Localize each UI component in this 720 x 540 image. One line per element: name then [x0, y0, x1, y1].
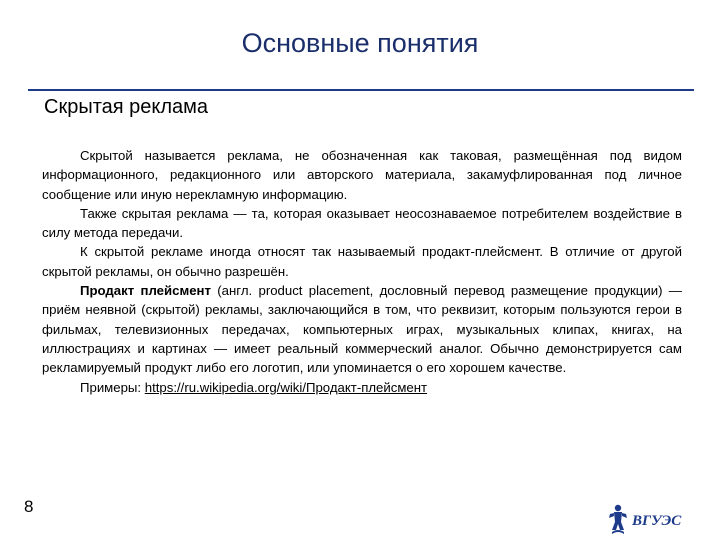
slide-title: Основные понятия: [241, 28, 479, 58]
section-subtitle: Скрытая реклама: [44, 96, 209, 118]
page-number: 8: [24, 497, 34, 516]
term-product-placement: Продакт плейсмент: [80, 283, 211, 299]
paragraph-definition: Скрытой называется реклама, не обозначенная как таковая, размещённая под видом информационного, редакционного или авторского материала, закамуфлированная под личное сообщение или иную нерекламную информацию.: [42, 148, 682, 202]
title-divider: [28, 89, 694, 91]
paragraph-product-placement-intro: К скрытой рекламе иногда относят так называемый продакт-плейсмент. В отличие от другой скрытой рекламы, он обычно разрешён.: [42, 244, 682, 279]
university-logo-icon: [606, 500, 692, 540]
examples-link[interactable]: https://ru.wikipedia.org/wiki/Продакт-плейсмент: [144, 379, 428, 395]
logo-text: ВГУЭС: [632, 513, 682, 529]
paragraph-examples: [42, 378, 682, 397]
examples-label: Примеры:: [80, 379, 145, 395]
product-placement-description: (англ. product placement, дословный перевод размещение продукции) — приём неявной (скрытой) рекламы, заключающийся в том, что реквизит, которым пользуются герои в фильмах, телевизионных передачах, компьютерных играх, музыкальных клипах, книгах, на иллюстрациях и картинах — имеет реальный коммерческий аналог. Обычно демонстрируется сам рекламируемый продукт либо его логотип, или упоминается о его хорошем качестве.: [42, 283, 682, 376]
paragraph-product-placement-definition: [42, 281, 682, 377]
paragraph-influence: Также скрытая реклама — та, которая оказывает неосознаваемое потребителем воздействие в силу метода передачи.: [42, 205, 682, 241]
body-text: [42, 146, 682, 397]
